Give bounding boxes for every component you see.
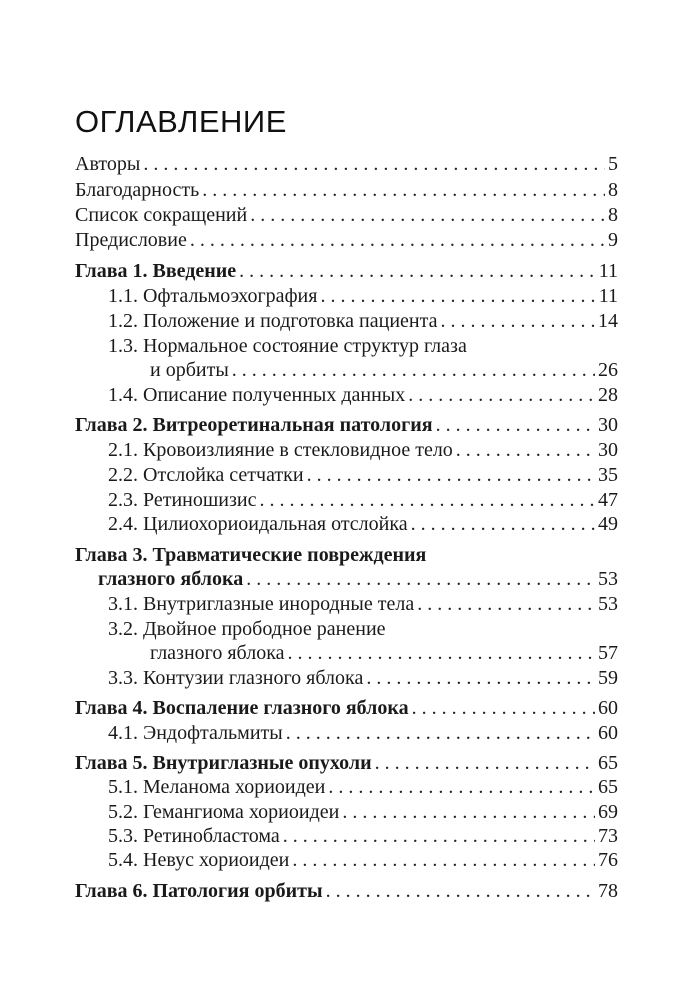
leader-dots [366, 666, 595, 690]
toc-section-1-3 [150, 358, 618, 382]
toc-entry-preface [75, 228, 618, 252]
toc-entry-label: Благодарность [75, 179, 200, 201]
leader-dots [320, 284, 595, 308]
toc-chapter-label: Глава 2. Витреоретинальная патология [75, 414, 433, 436]
toc-section-1-2 [108, 309, 618, 333]
toc-entry-abbreviations [75, 203, 618, 227]
toc-chapter-1 [75, 259, 618, 283]
toc-page-number: 11 [598, 260, 618, 282]
toc-page-number: 60 [598, 697, 618, 719]
toc-section-label: 2.1. Кровоизлияние в стекловидное тело [108, 439, 453, 461]
toc-section-label: 5.3. Ретинобластома [108, 825, 280, 847]
leader-dots [307, 463, 595, 487]
toc-page-number: 30 [598, 439, 618, 461]
toc-page-number: 78 [598, 880, 618, 902]
toc-page-number: 65 [598, 776, 618, 798]
toc-page-number: 76 [598, 849, 618, 871]
leader-dots [190, 228, 605, 252]
page-title: ОГЛАВЛЕНИЕ [75, 104, 287, 139]
toc-chapter-6 [75, 879, 618, 903]
toc-page-number: 9 [608, 229, 618, 251]
toc-entry-authors [75, 152, 618, 176]
toc-chapter-label: Глава 6. Патология орбиты [75, 880, 323, 902]
leader-dots [292, 848, 595, 872]
leader-dots [283, 824, 595, 848]
toc-page-number: 8 [608, 204, 618, 226]
toc-page-number: 5 [608, 153, 618, 175]
leader-dots [143, 152, 605, 176]
toc-section-label: и орбиты [150, 359, 229, 381]
toc-page-number: 49 [598, 513, 618, 535]
toc-section-label: 3.3. Контузии глазного яблока [108, 667, 364, 689]
toc-page-number: 53 [598, 568, 618, 590]
toc-section-2-3 [108, 488, 618, 512]
toc-section-label: 5.2. Гемангиома хориоидеи [108, 801, 340, 823]
leader-dots [412, 696, 595, 720]
toc-chapter-label: Глава 5. Внутриглазные опухоли [75, 752, 372, 774]
toc-page-number: 57 [598, 642, 618, 664]
toc-chapter-label: Глава 1. Введение [75, 260, 237, 282]
toc-chapter-2 [75, 413, 618, 437]
toc-section-1-1 [108, 284, 618, 308]
toc-section-3-2-line1: 3.2. Двойное прободное ранение [108, 618, 386, 640]
leader-dots [202, 178, 605, 202]
toc-section-label: 5.1. Меланома хориоидеи [108, 776, 326, 798]
toc-page-number: 26 [598, 359, 618, 381]
toc-entry-acknowledgements [75, 178, 618, 202]
toc-section-5-1 [108, 775, 618, 799]
leader-dots [417, 592, 595, 616]
toc-page-number: 69 [598, 801, 618, 823]
leader-dots [288, 641, 595, 665]
toc-page-number: 73 [598, 825, 618, 847]
toc-section-label: глазного яблока [150, 642, 285, 664]
toc-entry-label: Предисловие [75, 229, 187, 251]
leader-dots [286, 721, 595, 745]
toc-section-label: 2.2. Отслойка сетчатки [108, 464, 304, 486]
toc-page-number: 65 [598, 752, 618, 774]
toc-section-label: 2.4. Цилиохориоидальная отслойка [108, 513, 408, 535]
toc-page-number: 11 [598, 285, 618, 307]
toc-section-label: 3.1. Внутриглазные инородные тела [108, 593, 415, 615]
leader-dots [411, 512, 595, 536]
toc-section-1-4 [108, 383, 618, 407]
toc-chapter-3 [98, 567, 618, 591]
toc-section-2-1 [108, 438, 618, 462]
toc-section-5-3 [108, 824, 618, 848]
toc-section-5-4 [108, 848, 618, 872]
toc-chapter-label: Глава 4. Воспаление глазного яблока [75, 697, 409, 719]
leader-dots [250, 203, 605, 227]
toc-section-5-2 [108, 800, 618, 824]
toc-section-label: 2.3. Ретиношизис [108, 489, 257, 511]
leader-dots [259, 488, 595, 512]
leader-dots [246, 567, 595, 591]
leader-dots [342, 800, 595, 824]
toc-section-1-3-line1: 1.3. Нормальное состояние структур глаза [108, 335, 467, 357]
toc-chapter-5 [75, 751, 618, 775]
toc-page-number: 35 [598, 464, 618, 486]
toc-page-number: 8 [608, 179, 618, 201]
toc-page-number: 14 [598, 310, 618, 332]
toc-page-number: 30 [598, 414, 618, 436]
toc-page-number: 47 [598, 489, 618, 511]
leader-dots [440, 309, 595, 333]
toc-entry-label: Авторы [75, 153, 141, 175]
toc-page-number: 28 [598, 384, 618, 406]
toc-section-3-3 [108, 666, 618, 690]
toc-page-number: 59 [598, 667, 618, 689]
toc-section-label: 1.1. Офтальмоэхография [108, 285, 318, 307]
leader-dots [408, 383, 595, 407]
toc-chapter-3-line1: Глава 3. Травматические повреждения [75, 544, 427, 566]
leader-dots [326, 879, 595, 903]
leader-dots [232, 358, 595, 382]
toc-section-label: 1.2. Положение и подготовка пациента [108, 310, 438, 332]
toc-section-label: 4.1. Эндофтальмиты [108, 722, 283, 744]
toc-section-2-2 [108, 463, 618, 487]
leader-dots [456, 438, 595, 462]
toc-section-4-1 [108, 721, 618, 745]
toc-page-number: 60 [598, 722, 618, 744]
toc-section-2-4 [108, 512, 618, 536]
toc-section-3-2 [150, 641, 618, 665]
toc-section-3-1 [108, 592, 618, 616]
leader-dots [239, 259, 596, 283]
leader-dots [328, 775, 595, 799]
leader-dots [375, 751, 595, 775]
toc-section-label: 5.4. Невус хориоидеи [108, 849, 290, 871]
toc-page-number: 53 [598, 593, 618, 615]
leader-dots [436, 413, 595, 437]
toc-chapter-label: глазного яблока [98, 568, 244, 590]
toc-section-label: 1.4. Описание полученных данных [108, 384, 406, 406]
toc-chapter-4 [75, 696, 618, 720]
toc-entry-label: Список сокращений [75, 204, 248, 226]
